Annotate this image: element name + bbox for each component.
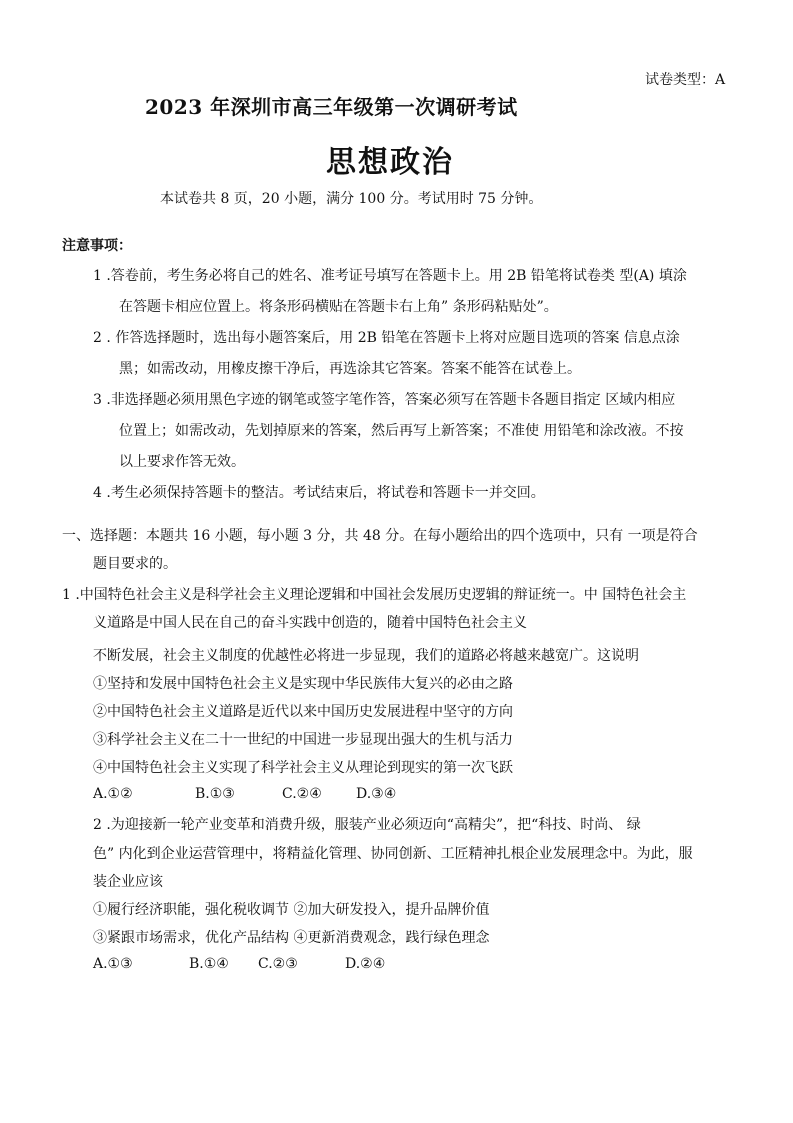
question-choice-statement: ②中国特色社会主义道路是近代以来中国历史发展进程中坚守的方向: [93, 704, 513, 720]
paper-type-label: 试卷类型：A: [645, 72, 726, 88]
question-choice-statement: ③科学社会主义在二十一世纪的中国进一步显现出强大的生机与活力: [93, 732, 513, 748]
section-heading-line: 题目要求的。: [93, 556, 177, 572]
notice-item-line: 1 .答卷前，考生务必将自己的姓名、准考证号填写在答题卡上。用 2B 铅笔将试卷类 型(A) 填涂: [93, 268, 687, 284]
answer-option: C.②③: [258, 956, 298, 972]
question-choice-statement: ①坚持和发展中国特色社会主义是实现中华民族伟大复兴的必由之路: [93, 676, 513, 692]
question-stem-line: 装企业应该: [93, 874, 163, 890]
question-stem-line: 色” 内化到企业运营管理中，将精益化管理、协同创新、工匠精神扎根企业发展理念中。为此，服: [93, 846, 693, 862]
answer-option: B.①④: [189, 956, 229, 972]
answer-option: C.②④: [282, 786, 322, 802]
question-stem-line: 义道路是中国人民在自己的奋斗实践中创造的，随着中国特色社会主义: [93, 615, 527, 631]
question-choice-statement: ③紧跟市场需求，优化产品结构 ④更新消费观念，践行绿色理念: [93, 930, 490, 946]
notice-item-line: 3 .非选择题必须用黑色字迹的钢笔或签字笔作答，答案必须写在答题卡各题目指定 区域内相应: [93, 392, 676, 408]
answer-option: D.②④: [345, 956, 386, 972]
question-stem-line: 1 .中国特色社会主义是科学社会主义理论逻辑和中国社会发展历史逻辑的辩证统一。中 国特色社会主: [62, 587, 687, 603]
question-stem-line: 2 .为迎接新一轮产业变革和消费升级，服装产业必须迈向“高精尖”，把“科技、时尚、 绿: [93, 817, 641, 833]
section-heading: 一、选择题：本题共 16 小题，每小题 3 分，共 48 分。在每小题给出的四个选项中，只有 一项是符合: [62, 528, 698, 544]
answer-option: D.③④: [356, 786, 397, 802]
notice-item-line: 4 .考生必须保持答题卡的整洁。考试结束后，将试卷和答题卡一并交回。: [93, 485, 545, 501]
notice-item-line: 以上要求作答无效。: [119, 454, 245, 470]
subject-title: 思想政治: [326, 145, 454, 180]
notice-item-line: 在答题卡相应位置上。将条形码横贴在答题卡右上角” 条形码粘贴处”。: [119, 299, 558, 315]
page-title: 2023 年深圳市高三年级第一次调研考试: [145, 95, 518, 119]
question-stem-line: 不断发展，社会主义制度的优越性必将进一步显现，我们的道路必将越来越宽广。这说明: [93, 648, 639, 664]
notice-item-line: 2 . 作答选择题时，选出每小题答案后，用 2B 铅笔在答题卡上将对应题目选项的答案 信息点涂: [93, 330, 680, 346]
question-choice-statement: ④中国特色社会主义实现了科学社会主义从理论到现实的第一次飞跃: [93, 760, 513, 776]
answer-option: A.①③: [93, 956, 133, 972]
exam-intro: 本试卷共 8 页，20 小题，满分 100 分。考试用时 75 分钟。: [160, 191, 543, 207]
notice-item-line: 黑；如需改动，用橡皮擦干净后，再选涂其它答案。答案不能答在试卷上。: [119, 361, 581, 377]
question-choice-statement: ①履行经济职能，强化税收调节 ②加大研发投入，提升品牌价值: [93, 902, 490, 918]
answer-option: B.①③: [195, 786, 235, 802]
notice-item-line: 位置上；如需改动，先划掉原来的答案，然后再写上新答案；不准使 用铅笔和涂改液。不按: [119, 423, 684, 439]
answer-option: A.①②: [93, 786, 133, 802]
notice-heading: 注意事项：: [62, 238, 132, 254]
